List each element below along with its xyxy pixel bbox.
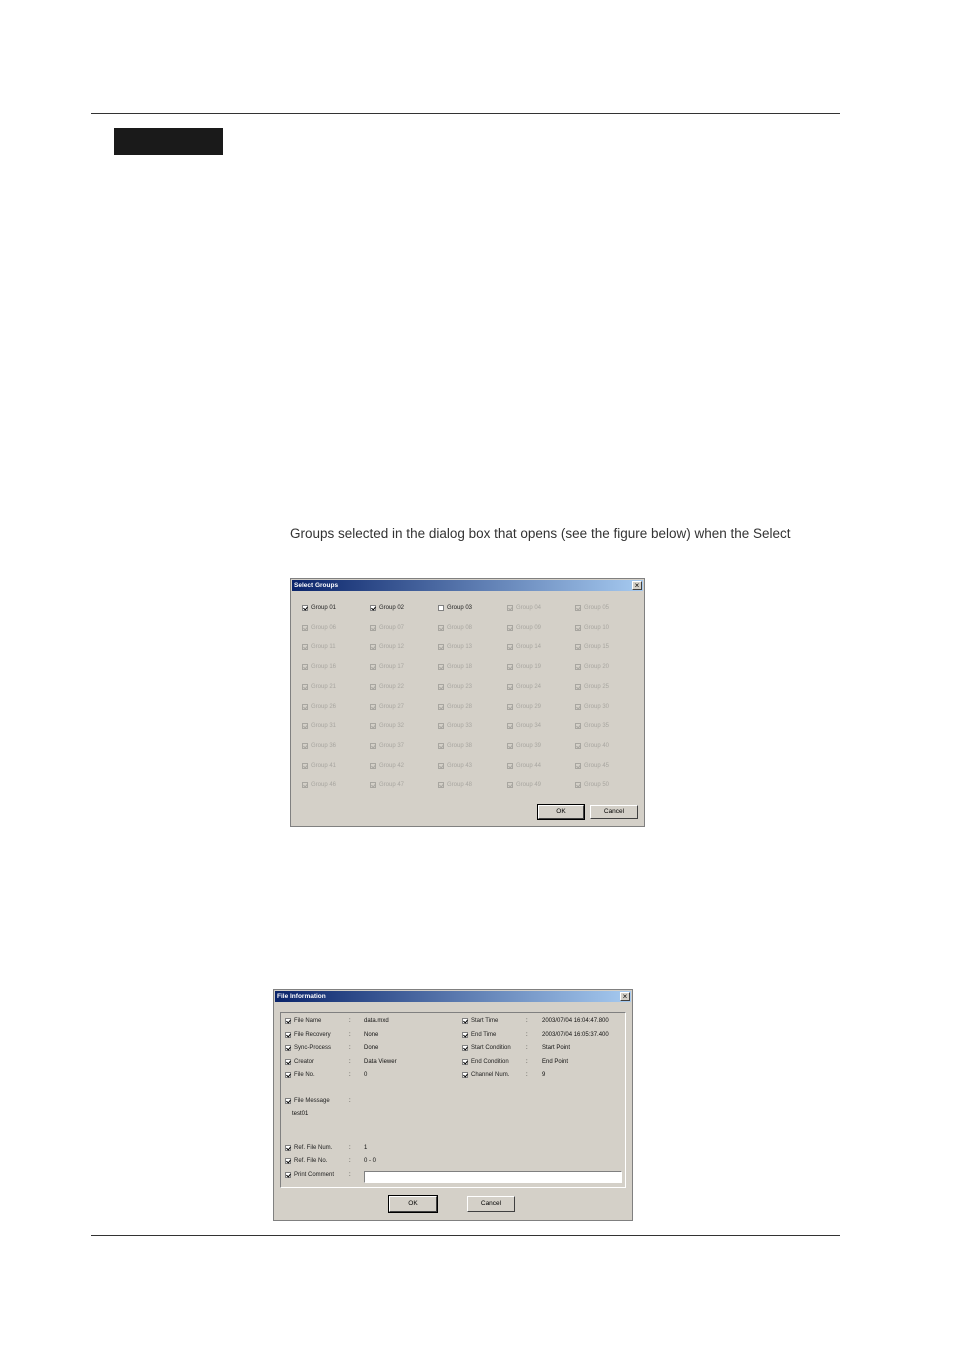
checkbox-label: Group 05 [584, 605, 610, 611]
section-tab [114, 128, 223, 155]
checkbox-icon [438, 763, 444, 769]
checkbox-label: Group 15 [584, 644, 610, 651]
checkbox-icon [302, 782, 308, 788]
checkbox-label: Start Condition [471, 1045, 511, 1051]
group-checkbox [575, 782, 609, 788]
checkbox-icon[interactable] [285, 1098, 291, 1104]
group-checkbox [507, 704, 541, 710]
checkbox-label: Group 47 [379, 782, 405, 789]
checkbox-label: Group 23 [447, 683, 473, 690]
field-checkbox[interactable] [462, 1059, 509, 1065]
checkbox-label: Group 28 [447, 703, 473, 710]
select-groups-dialog [290, 578, 645, 827]
info-frame [280, 1012, 626, 1188]
checkbox-label: Group 43 [447, 762, 473, 769]
field-separator: : [349, 1072, 351, 1078]
checkbox-label: Group 25 [584, 683, 610, 690]
checkbox-icon[interactable] [285, 1045, 291, 1051]
field-separator: : [349, 1031, 351, 1038]
checkbox-icon [507, 743, 513, 749]
checkbox-label: Group 36 [311, 742, 337, 749]
checkbox-label: Group 49 [516, 782, 542, 789]
checkbox-label: Ref. File No. [294, 1157, 328, 1164]
print-comment-checkbox[interactable] [285, 1172, 334, 1178]
checkbox-icon [575, 782, 581, 788]
checkbox-label: Group 48 [447, 782, 473, 789]
checkbox-label: Ref. File Num. [294, 1145, 333, 1151]
checkbox-icon [370, 743, 376, 749]
ok-button[interactable]: OK [538, 805, 584, 819]
group-checkbox [507, 625, 541, 631]
checkbox-label: Group 18 [447, 664, 473, 671]
field-checkbox[interactable] [462, 1018, 498, 1024]
field-separator: : [349, 1018, 351, 1024]
field-value: 1 [364, 1145, 368, 1151]
checkbox-icon[interactable] [285, 1059, 291, 1065]
footer-rule [91, 1235, 840, 1236]
field-separator: : [349, 1098, 351, 1104]
checkbox-icon [302, 625, 308, 631]
checkbox-label: Group 44 [516, 762, 542, 769]
checkbox-label: Group 45 [584, 762, 610, 769]
field-value: 2003/07/04 16:05:37.400 [542, 1031, 609, 1038]
checkbox-label: Group 10 [584, 624, 610, 631]
group-checkbox [438, 644, 472, 650]
checkbox-icon [370, 723, 376, 729]
field-value: 2003/07/04 16:04:47.800 [542, 1018, 609, 1024]
checkbox-label: Group 41 [311, 762, 337, 769]
checkbox-icon [438, 743, 444, 749]
group-checkbox [507, 664, 541, 670]
checkbox-icon [575, 625, 581, 631]
checkbox-label: Group 13 [447, 644, 473, 651]
checkbox-label: End Time [471, 1031, 497, 1038]
cancel-button[interactable]: Cancel [590, 805, 638, 819]
checkbox-label: Group 11 [311, 644, 336, 651]
checkbox-label: Group 40 [584, 742, 610, 749]
checkbox-label: Group 08 [447, 624, 473, 631]
checkbox-label: Group 09 [516, 624, 542, 631]
checkbox-label: Group 02 [379, 605, 405, 611]
group-checkbox [370, 644, 404, 650]
checkbox-icon [370, 664, 376, 670]
checkbox-icon [438, 684, 444, 690]
checkbox-icon [507, 684, 513, 690]
checkbox-icon[interactable] [285, 1018, 291, 1024]
group-checkbox [370, 664, 404, 670]
field-checkbox[interactable] [285, 1145, 332, 1151]
checkbox-icon [575, 763, 581, 769]
checkbox-icon [370, 763, 376, 769]
checkbox-icon [507, 664, 513, 670]
checkbox-label: Group 12 [379, 644, 405, 651]
close-icon[interactable]: × [632, 581, 642, 590]
field-checkbox[interactable] [462, 1045, 511, 1051]
group-checkbox [370, 743, 404, 749]
field-checkbox[interactable] [285, 1018, 321, 1024]
close-icon[interactable]: × [620, 992, 630, 1001]
checkbox-icon[interactable] [285, 1072, 291, 1078]
group-checkbox [438, 723, 472, 729]
checkbox-icon[interactable] [462, 1018, 468, 1024]
field-separator: : [349, 1145, 351, 1151]
field-separator: : [349, 1172, 351, 1178]
group-checkbox [507, 763, 541, 769]
checkbox-icon [302, 763, 308, 769]
checkbox-icon [302, 684, 308, 690]
checkbox-icon [438, 625, 444, 631]
group-checkbox [507, 644, 541, 650]
checkbox-icon [507, 763, 513, 769]
checkbox-icon [370, 625, 376, 631]
checkbox-icon[interactable] [285, 1172, 291, 1178]
checkbox-icon [302, 644, 308, 650]
checkbox-icon[interactable] [438, 605, 444, 611]
group-checkbox [302, 644, 336, 650]
checkbox-label: Group 07 [379, 624, 405, 631]
group-checkbox [302, 782, 336, 788]
field-checkbox[interactable] [462, 1032, 496, 1038]
field-value: 0 - 0 [364, 1157, 377, 1164]
checkbox-label: Group 35 [584, 723, 610, 730]
checkbox-icon [575, 644, 581, 650]
body-paragraph: Groups selected in the dialog box that opens (see the figure below) when the Select [290, 526, 791, 541]
field-separator: : [349, 1157, 351, 1164]
file-information-titlebar [275, 991, 631, 1002]
checkbox-icon [438, 644, 444, 650]
checkbox-label: Group 42 [379, 762, 405, 769]
checkbox-icon [438, 782, 444, 788]
checkbox-label: Group 03 [447, 605, 473, 611]
file-information-title: File Information [277, 993, 326, 1000]
group-checkbox [575, 605, 609, 611]
field-value: End Point [542, 1058, 569, 1065]
checkbox-icon [575, 684, 581, 690]
group-checkbox [438, 684, 472, 690]
field-checkbox[interactable] [285, 1158, 327, 1164]
group-checkbox [507, 684, 541, 690]
group-checkbox [302, 704, 336, 710]
checkbox-label: Creator [294, 1058, 315, 1065]
field-value: 9 [542, 1072, 546, 1078]
checkbox-icon [370, 704, 376, 710]
checkbox-icon [507, 782, 513, 788]
select-groups-titlebar [292, 580, 643, 591]
field-checkbox[interactable] [285, 1072, 315, 1078]
checkbox-label: Group 33 [447, 723, 473, 730]
checkbox-label: End Condition [471, 1058, 509, 1065]
checkbox-icon[interactable] [462, 1059, 468, 1065]
checkbox-icon[interactable] [462, 1045, 468, 1051]
checkbox-label: Group 31 [311, 723, 337, 730]
checkbox-label: File Recovery [294, 1031, 331, 1038]
group-checkbox [438, 782, 472, 788]
checkbox-icon [507, 723, 513, 729]
group-checkbox[interactable] [438, 605, 472, 611]
checkbox-label: Group 34 [516, 723, 542, 730]
group-checkbox [302, 743, 336, 749]
group-checkbox [370, 625, 404, 631]
checkbox-icon [370, 684, 376, 690]
checkbox-icon [507, 605, 513, 611]
field-value: data.mxd [364, 1018, 389, 1024]
checkbox-label: Group 20 [584, 664, 610, 671]
group-checkbox [370, 782, 404, 788]
checkbox-icon[interactable] [285, 1145, 291, 1151]
checkbox-label: Group 19 [516, 664, 542, 671]
checkbox-icon[interactable] [462, 1032, 468, 1038]
group-checkbox [575, 664, 609, 670]
checkbox-icon [507, 704, 513, 710]
print-comment-input[interactable] [364, 1171, 622, 1183]
field-separator: : [526, 1072, 528, 1078]
checkbox-label: Print Comment [294, 1172, 335, 1178]
checkbox-label: Group 50 [584, 782, 610, 789]
checkbox-icon[interactable] [285, 1032, 291, 1038]
group-checkbox [575, 684, 609, 690]
group-checkbox [302, 723, 336, 729]
field-value: 0 [364, 1072, 368, 1078]
checkbox-label: Group 24 [516, 683, 542, 690]
group-checkbox [575, 625, 609, 631]
group-checkbox [370, 763, 404, 769]
checkbox-label: File No. [294, 1072, 315, 1078]
group-checkbox [575, 743, 609, 749]
checkbox-icon [370, 644, 376, 650]
checkbox-label: Group 17 [379, 664, 405, 671]
checkbox-label: File Name [294, 1018, 322, 1024]
field-separator: : [349, 1058, 351, 1065]
checkbox-icon[interactable] [285, 1158, 291, 1164]
checkbox-icon [370, 782, 376, 788]
checkbox-label: Group 27 [379, 703, 405, 710]
group-checkbox [438, 664, 472, 670]
field-separator: : [526, 1058, 528, 1065]
group-checkbox [507, 743, 541, 749]
file-message-checkbox[interactable] [285, 1098, 330, 1104]
checkbox-icon[interactable] [302, 605, 308, 611]
checkbox-icon [575, 605, 581, 611]
group-checkbox [302, 763, 336, 769]
checkbox-icon [575, 723, 581, 729]
checkbox-icon [438, 664, 444, 670]
checkbox-label: Group 04 [516, 605, 542, 611]
group-checkbox [370, 704, 404, 710]
group-checkbox [507, 723, 541, 729]
group-checkbox [302, 664, 336, 670]
checkbox-icon [575, 704, 581, 710]
checkbox-label: Group 30 [584, 703, 610, 710]
checkbox-icon [507, 644, 513, 650]
checkbox-label: Group 14 [516, 644, 542, 651]
checkbox-label: Group 16 [311, 664, 337, 671]
field-separator: : [349, 1045, 351, 1051]
file-information-dialog [273, 989, 633, 1221]
checkbox-label: Channel Num. [471, 1072, 510, 1078]
field-separator: : [526, 1045, 528, 1051]
cancel-button[interactable]: Cancel [467, 1196, 515, 1212]
field-value: Data Viewer [364, 1058, 397, 1065]
group-checkbox [507, 605, 541, 611]
checkbox-label: Sync-Process [294, 1045, 332, 1051]
checkbox-label: Group 21 [311, 683, 337, 690]
group-checkbox[interactable] [302, 605, 336, 611]
checkbox-label: Group 01 [311, 605, 337, 611]
group-checkbox [302, 684, 336, 690]
group-checkbox [438, 743, 472, 749]
checkbox-icon [302, 743, 308, 749]
checkbox-icon [438, 723, 444, 729]
checkbox-label: File Message [294, 1098, 330, 1104]
checkbox-icon[interactable] [462, 1072, 468, 1078]
ok-button[interactable]: OK [389, 1196, 437, 1212]
checkbox-label: Group 22 [379, 683, 405, 690]
field-checkbox[interactable] [285, 1045, 331, 1051]
field-value: Start Point [542, 1045, 571, 1051]
checkbox-label: Group 26 [311, 703, 337, 710]
checkbox-icon [438, 704, 444, 710]
checkbox-label: Group 29 [516, 703, 542, 710]
group-checkbox [507, 782, 541, 788]
group-checkbox [438, 704, 472, 710]
group-checkbox [575, 723, 609, 729]
group-checkbox [438, 625, 472, 631]
group-checkbox [302, 625, 336, 631]
group-checkbox [370, 684, 404, 690]
checkbox-icon [302, 704, 308, 710]
field-checkbox[interactable] [462, 1072, 509, 1078]
checkbox-icon [507, 625, 513, 631]
select-groups-title: Select Groups [294, 582, 339, 589]
field-value: None [364, 1031, 379, 1038]
group-checkbox [575, 704, 609, 710]
group-checkbox[interactable] [370, 605, 404, 611]
file-message-value: test01 [292, 1111, 309, 1117]
checkbox-label: Start Time [471, 1018, 499, 1024]
checkbox-label: Group 32 [379, 723, 405, 730]
checkbox-label: Group 06 [311, 624, 337, 631]
checkbox-label: Group 39 [516, 742, 542, 749]
checkbox-label: Group 46 [311, 782, 337, 789]
checkbox-icon [575, 743, 581, 749]
field-value: Done [364, 1045, 379, 1051]
field-checkbox[interactable] [285, 1032, 331, 1038]
checkbox-label: Group 38 [447, 742, 473, 749]
checkbox-icon [302, 723, 308, 729]
checkbox-icon [575, 664, 581, 670]
checkbox-label: Group 37 [379, 742, 405, 749]
group-checkbox [575, 763, 609, 769]
field-checkbox[interactable] [285, 1059, 314, 1065]
header-rule [91, 113, 840, 114]
field-separator: : [526, 1018, 528, 1024]
group-checkbox [370, 723, 404, 729]
checkbox-icon[interactable] [370, 605, 376, 611]
group-checkbox [438, 763, 472, 769]
field-separator: : [526, 1031, 528, 1038]
checkbox-icon [302, 664, 308, 670]
group-checkbox [575, 644, 609, 650]
